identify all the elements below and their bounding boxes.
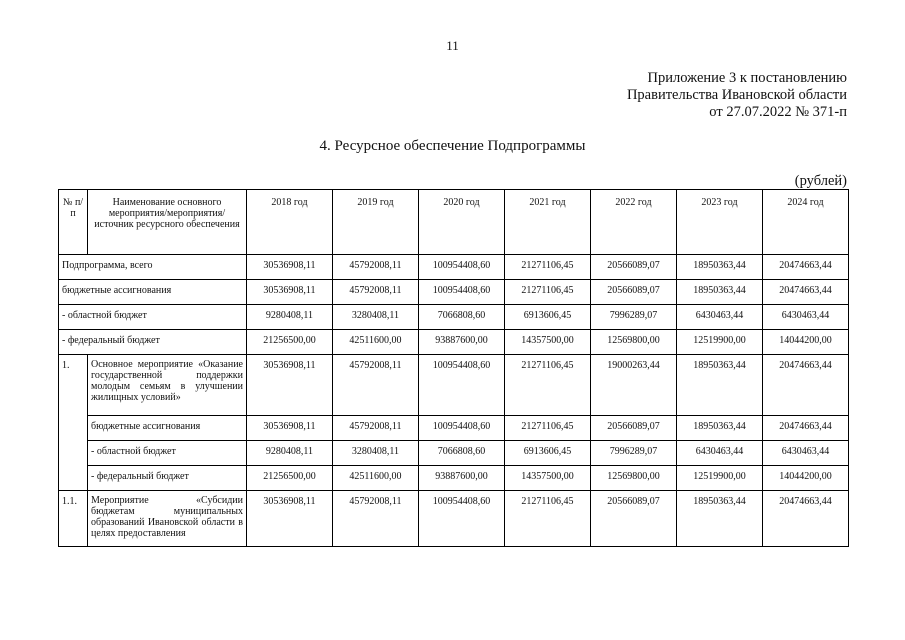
cell-value: 6430463,44	[763, 441, 849, 466]
cell-value: 21271106,45	[505, 491, 591, 547]
header-year: 2020 год	[419, 190, 505, 255]
cell-value: 30536908,11	[247, 416, 333, 441]
row-number: 1.	[59, 355, 88, 491]
cell-value: 18950363,44	[677, 355, 763, 416]
cell-value: 14044200,00	[763, 330, 849, 355]
cell-value: 20474663,44	[763, 491, 849, 547]
header-year: 2022 год	[591, 190, 677, 255]
cell-value: 100954408,60	[419, 355, 505, 416]
header-year: 2019 год	[333, 190, 419, 255]
row-number: 1.1.	[59, 491, 88, 547]
cell-value: 21271106,45	[505, 355, 591, 416]
table-header-row	[59, 190, 849, 255]
cell-value: 18950363,44	[677, 416, 763, 441]
cell-value: 45792008,11	[333, 255, 419, 280]
table-row	[59, 255, 849, 280]
cell-value: 20566089,07	[591, 491, 677, 547]
cell-value: 12569800,00	[591, 466, 677, 491]
cell-value: 6913606,45	[505, 305, 591, 330]
table-row	[59, 280, 849, 305]
cell-value: 14357500,00	[505, 330, 591, 355]
cell-value: 21271106,45	[505, 280, 591, 305]
header-year: 2024 год	[763, 190, 849, 255]
table-row	[59, 491, 849, 547]
appendix-line: от 27.07.2022 № 371-п	[709, 104, 847, 120]
cell-value: 7996289,07	[591, 305, 677, 330]
cell-value: 100954408,60	[419, 491, 505, 547]
header-year: 2018 год	[247, 190, 333, 255]
cell-value: 20474663,44	[763, 280, 849, 305]
row-label: Мероприятие «Субсидии бюджетам муниципальных образований Ивановской области в целях предоставления	[88, 491, 247, 547]
cell-value: 100954408,60	[419, 280, 505, 305]
units-label: (рублей)	[794, 173, 847, 189]
cell-value: 7996289,07	[591, 441, 677, 466]
table-row	[59, 441, 849, 466]
cell-value: 9280408,11	[247, 441, 333, 466]
cell-value: 6430463,44	[677, 441, 763, 466]
cell-value: 100954408,60	[419, 416, 505, 441]
cell-value: 9280408,11	[247, 305, 333, 330]
cell-value: 30536908,11	[247, 255, 333, 280]
cell-value: 42511600,00	[333, 330, 419, 355]
cell-value: 42511600,00	[333, 466, 419, 491]
row-label: Подпрограмма, всего	[59, 255, 247, 280]
cell-value: 100954408,60	[419, 255, 505, 280]
header-no: № п/п	[59, 190, 88, 255]
cell-value: 21256500,00	[247, 466, 333, 491]
cell-value: 18950363,44	[677, 255, 763, 280]
table-row	[59, 466, 849, 491]
row-label: бюджетные ассигнования	[88, 416, 247, 441]
table-row	[59, 330, 849, 355]
cell-value: 93887600,00	[419, 330, 505, 355]
cell-value: 7066808,60	[419, 441, 505, 466]
cell-value: 6430463,44	[763, 305, 849, 330]
cell-value: 45792008,11	[333, 416, 419, 441]
row-label: - областной бюджет	[59, 305, 247, 330]
resource-table	[58, 189, 849, 547]
cell-value: 18950363,44	[677, 280, 763, 305]
cell-value: 30536908,11	[247, 280, 333, 305]
header-year: 2023 год	[677, 190, 763, 255]
cell-value: 45792008,11	[333, 491, 419, 547]
cell-value: 19000263,44	[591, 355, 677, 416]
row-label: Основное мероприятие «Оказание государственной поддержки молодым семьям в улучшении жилищных условий»	[88, 355, 247, 416]
cell-value: 30536908,11	[247, 491, 333, 547]
cell-value: 20566089,07	[591, 280, 677, 305]
cell-value: 93887600,00	[419, 466, 505, 491]
cell-value: 3280408,11	[333, 441, 419, 466]
table-row	[59, 355, 849, 416]
cell-value: 20474663,44	[763, 255, 849, 280]
table-row	[59, 305, 849, 330]
page-number: 11	[446, 38, 459, 53]
row-label: бюджетные ассигнования	[59, 280, 247, 305]
cell-value: 7066808,60	[419, 305, 505, 330]
cell-value: 21271106,45	[505, 255, 591, 280]
cell-value: 3280408,11	[333, 305, 419, 330]
cell-value: 12519900,00	[677, 466, 763, 491]
table-row	[59, 416, 849, 441]
cell-value: 45792008,11	[333, 355, 419, 416]
appendix-line: Приложение 3 к постановлению	[647, 70, 847, 86]
row-label: - федеральный бюджет	[88, 466, 247, 491]
cell-value: 6913606,45	[505, 441, 591, 466]
cell-value: 20474663,44	[763, 416, 849, 441]
cell-value: 14044200,00	[763, 466, 849, 491]
cell-value: 21256500,00	[247, 330, 333, 355]
section-heading: 4. Ресурсное обеспечение Подпрограммы	[319, 138, 586, 154]
cell-value: 6430463,44	[677, 305, 763, 330]
row-label: - федеральный бюджет	[59, 330, 247, 355]
header-year: 2021 год	[505, 190, 591, 255]
cell-value: 20566089,07	[591, 416, 677, 441]
appendix-reference	[627, 70, 847, 121]
header-name: Наименование основного мероприятия/мероприятия/ источник ресурсного обеспечения	[88, 190, 247, 255]
cell-value: 20474663,44	[763, 355, 849, 416]
cell-value: 18950363,44	[677, 491, 763, 547]
appendix-line: Правительства Ивановской области	[626, 87, 847, 103]
cell-value: 21271106,45	[505, 416, 591, 441]
cell-value: 12519900,00	[677, 330, 763, 355]
cell-value: 30536908,11	[247, 355, 333, 416]
cell-value: 20566089,07	[591, 255, 677, 280]
row-label: - областной бюджет	[88, 441, 247, 466]
cell-value: 14357500,00	[505, 466, 591, 491]
cell-value: 45792008,11	[333, 280, 419, 305]
cell-value: 12569800,00	[591, 330, 677, 355]
